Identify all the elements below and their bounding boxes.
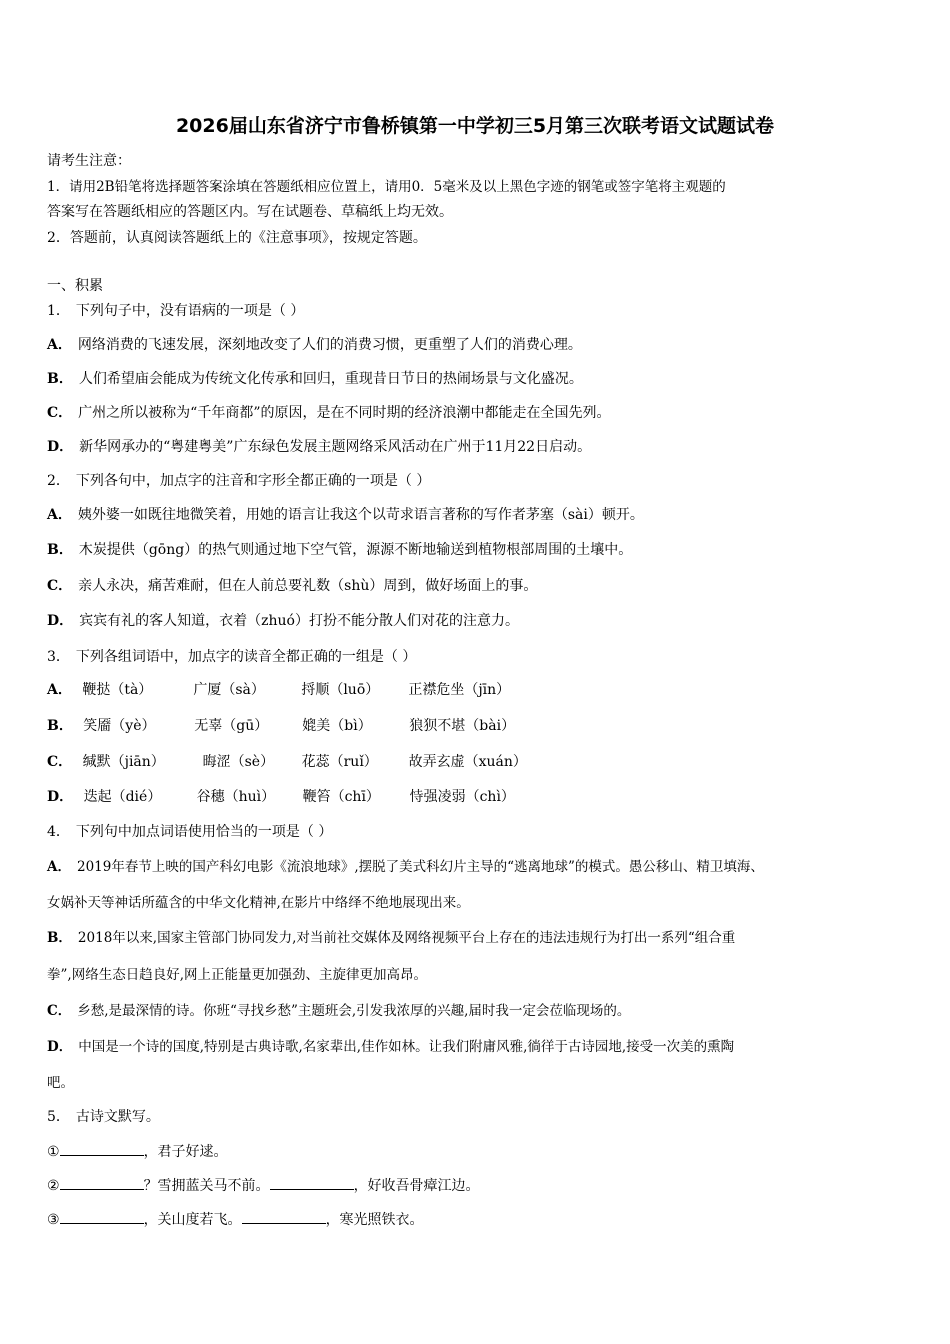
option-text: 人们希望庙会能成为传统文化传承和回归，重现昔日节日的热闹场景与文化盛况。	[78, 371, 583, 387]
poem-text: ，关山度若飞。	[143, 1212, 242, 1228]
word-item: 正襟危坐（jīn）	[408, 682, 511, 698]
question-3-option-d	[47, 787, 515, 807]
question-1-stem	[47, 301, 304, 321]
option-label: C．	[47, 754, 73, 770]
option-label: A．	[47, 507, 72, 523]
option-text: 广州之所以被称为“千年商都”的原因，是在不同时期的经济浪潮中都能走在全国先列。	[78, 405, 611, 421]
question-text: 下列句子中，没有语病的一项是（ ）	[75, 303, 305, 319]
circled-number: ①	[47, 1144, 60, 1160]
answer-blank[interactable]	[60, 1209, 144, 1224]
word-item: 鞭挞（tà）	[82, 682, 153, 698]
word-item: 恃强凌弱（chì）	[409, 789, 515, 805]
option-label: C．	[47, 405, 73, 421]
question-3-stem	[47, 647, 416, 667]
word-item: 花蕊（ruǐ）	[301, 754, 378, 770]
word-item: 狼狈不堪（bài）	[409, 718, 516, 734]
option-label: D．	[47, 1039, 73, 1055]
option-label: B．	[47, 371, 73, 387]
question-3-option-a	[47, 680, 510, 700]
option-text: 亲人永决，痛苦难耐，但在人前总要礼数（shù）周到，做好场面上的事。	[78, 578, 538, 594]
option-label: B．	[47, 542, 73, 558]
option-text: 宾宾有礼的客人知道，衣着（zhuó）打扮不能分散人们对花的注意力。	[79, 613, 519, 629]
question-3-option-c	[47, 752, 527, 772]
question-5-line-2	[47, 1175, 480, 1196]
word-item: 迭起（dié）	[83, 789, 162, 805]
word-item: 谷穗（huì）	[196, 789, 276, 805]
question-5-stem	[47, 1107, 160, 1127]
question-text: 下列各句中，加点字的注音和字形全都正确的一项是（ ）	[75, 473, 431, 489]
poem-text: ，寒光照铁衣。	[325, 1212, 424, 1228]
answer-blank[interactable]	[242, 1209, 326, 1224]
option-text: 乡愁,是最深情的诗。你班“寻找乡愁”主题班会,引发我浓厚的兴趣,届时我一定会莅临现场的。	[77, 1003, 631, 1019]
option-label: C．	[47, 578, 73, 594]
question-2-option-b	[47, 540, 632, 560]
option-label: A．	[47, 337, 72, 353]
word-item: 捋顺（luō）	[301, 682, 380, 698]
option-label: A．	[47, 682, 72, 698]
option-label: C．	[47, 1003, 72, 1019]
question-text: 古诗文默写。	[75, 1109, 160, 1125]
question-4-stem	[47, 822, 332, 842]
question-4-option-a-cont: 女娲补天等神话所蕴含的中华文化精神,在影片中络绎不绝地展现出来。	[47, 895, 470, 911]
question-1-option-d	[47, 437, 591, 457]
question-number: 5．	[47, 1109, 70, 1125]
option-text: 2018年以来,国家主管部门协同发力,对当前社交媒体及网络视频平台上存在的违法违规行为打出一系列“组合重	[77, 930, 736, 946]
option-label: A．	[47, 859, 71, 875]
option-label: B．	[47, 930, 72, 946]
question-2-stem	[47, 471, 430, 491]
question-4-option-d-cont: 吧。	[47, 1075, 74, 1091]
question-4-option-a	[47, 857, 764, 877]
notice-line-1: 1．请用2B铅笔将选择题答案涂填在答题纸相应位置上，请用0．5毫米及以上黑色字迹的钢笔或签字笔将主观题的	[47, 179, 726, 195]
word-item: 广厦（sà）	[193, 682, 265, 698]
notice-line-3: 2．答题前，认真阅读答题纸上的《注意事项》，按规定答题。	[47, 230, 427, 246]
word-item: 缄默（jiān）	[82, 754, 165, 770]
question-number: 4．	[47, 824, 70, 840]
question-1-option-c	[47, 403, 610, 423]
question-2-option-c	[47, 576, 537, 596]
question-4-option-d	[47, 1037, 734, 1057]
question-number: 1．	[47, 303, 70, 319]
question-1-option-a	[47, 335, 582, 355]
question-1-option-b	[47, 369, 583, 389]
question-number: 2．	[47, 473, 70, 489]
option-text: 新华网承办的“粤建粤美”广东绿色发展主题网络采风活动在广州于11月22日启动。	[79, 439, 592, 455]
question-2-option-a	[47, 505, 644, 525]
word-item: 媲美（bì）	[302, 718, 372, 734]
circled-number: ②	[47, 1178, 60, 1194]
notice-line-2: 答案写在答题纸相应的答题区内。写在试题卷、草稿纸上均无效。	[47, 204, 453, 220]
option-text: 网络消费的飞速发展，深刻地改变了人们的消费习惯，更重塑了人们的消费心理。	[77, 337, 582, 353]
answer-blank[interactable]	[60, 1175, 144, 1190]
poem-text: ，好收吾骨瘴江边。	[353, 1178, 480, 1194]
option-label: D．	[47, 439, 74, 455]
word-item: 晦涩（sè）	[202, 754, 275, 770]
question-4-option-b	[47, 928, 735, 948]
word-item: 无辜（gū）	[194, 718, 269, 734]
poem-text: ，君子好逑。	[143, 1144, 228, 1160]
notice-heading: 请考生注意：	[47, 153, 131, 169]
option-text: 姨外婆一如既往地微笑着，用她的语言让我这个以苛求语言著称的写作者茅塞（sài）顿开。	[77, 507, 644, 523]
option-text: 木炭提供（gōng）的热气则通过地下空气管，源源不断地输送到植物根部周围的土壤中。	[78, 542, 633, 558]
option-text: 中国是一个诗的国度,特别是古典诗歌,名家辈出,佳作如林。让我们附庸风雅,徜徉于古诗园地,接受一次美的熏陶	[78, 1039, 735, 1055]
circled-number: ③	[47, 1212, 60, 1228]
poem-text: ？雪拥蓝关马不前。	[143, 1178, 270, 1194]
section-heading: 一、积累	[47, 278, 103, 294]
question-4-option-b-cont: 拳”,网络生态日趋良好,网上正能量更加强劲、主旋律更加高昂。	[47, 967, 427, 983]
page-title: 2026届山东省济宁市鲁桥镇第一中学初三5月第三次联考语文试题试卷	[175, 115, 775, 137]
question-text: 下列句中加点词语使用恰当的一项是（ ）	[75, 824, 333, 840]
option-label: D．	[47, 789, 74, 805]
option-label: D．	[47, 613, 74, 629]
question-5-line-3	[47, 1209, 424, 1230]
question-3-option-b	[47, 716, 515, 736]
word-item: 笑靥（yè）	[83, 718, 156, 734]
option-label: B．	[47, 718, 73, 734]
question-2-option-d	[47, 611, 519, 631]
answer-blank[interactable]	[60, 1141, 144, 1156]
option-text: 2019年春节上映的国产科幻电影《流浪地球》,摆脱了美式科幻片主导的“逃离地球”的模式。愚公移山、精卫填海、	[76, 859, 764, 875]
answer-blank[interactable]	[270, 1175, 354, 1190]
question-text: 下列各组词语中，加点字的读音全都正确的一组是（ ）	[75, 649, 417, 665]
question-4-option-c	[47, 1001, 630, 1021]
word-item: 鞭笞（chī）	[302, 789, 380, 805]
question-5-line-1	[47, 1141, 228, 1162]
word-item: 故弄玄虚（xuán）	[408, 754, 527, 770]
question-number: 3．	[47, 649, 70, 665]
